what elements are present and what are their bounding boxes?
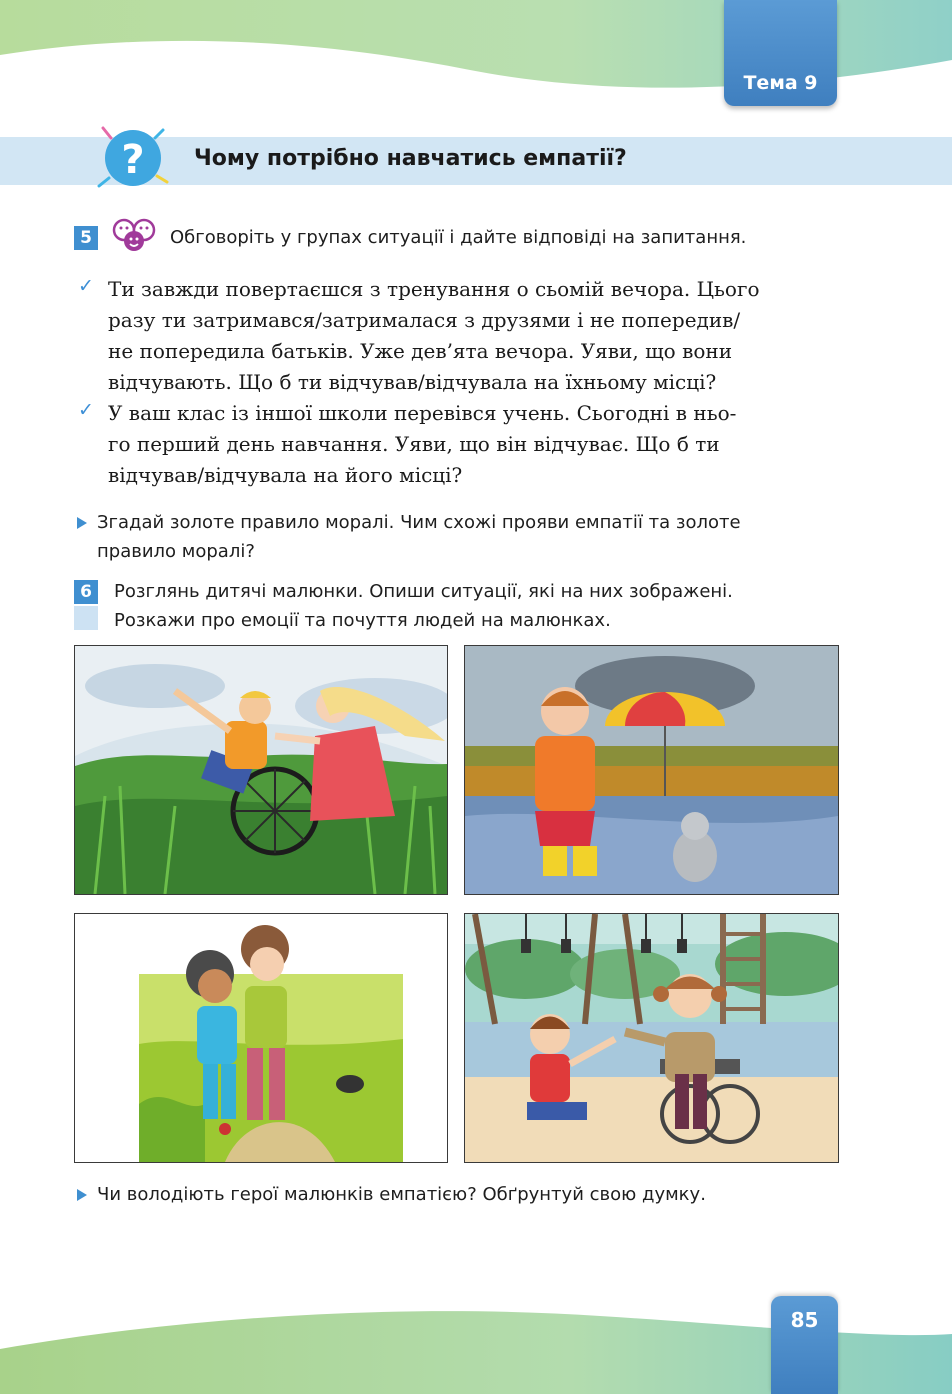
page-number: 85 (790, 1308, 819, 1332)
task-6-instruction (114, 577, 842, 635)
situation-2 (108, 398, 843, 491)
svg-text:?: ? (121, 137, 145, 183)
question-icon (95, 118, 171, 194)
situation-1-line: разу ти затримався/затрималася з друзями і не попередив/ (108, 308, 741, 332)
empathy-question: Чи володіють герої малюнків емпатією? Обґрунтуй свою думку. (97, 1184, 706, 1205)
section-title: Чому потрібно навчатись емпатії? (194, 146, 627, 171)
check-icon: ✓ (78, 399, 94, 421)
drawing-girl-wheelchair-helping (464, 913, 839, 1163)
drawing-girl-cat-umbrella (464, 645, 839, 895)
task-6-line: Розкажи про емоції та почуття людей на малюнках. (114, 610, 611, 631)
check-icon: ✓ (78, 275, 94, 297)
situation-1-line: не попередила батьків. Уже дев’ята вечора. Уяви, що вони (108, 339, 733, 363)
drawing-wheelchair-run (74, 645, 448, 895)
tema-label: Тема 9 (743, 72, 818, 94)
situation-1 (108, 274, 843, 398)
question-line: правило моралі? (97, 541, 255, 562)
situation-1-line: Ти завжди повертаєшся з тренування о сьомій вечора. Цього (108, 277, 760, 301)
drawing-boy-helping-friend (74, 913, 448, 1163)
task-6-line: Розглянь дитячі малюнки. Опиши ситуації, які на них зображені. (114, 581, 733, 602)
task-6-badge-shadow (74, 606, 98, 630)
question-line: Згадай золоте правило моралі. Чим схожі прояви емпатії та золоте (97, 512, 741, 533)
golden-rule-question (97, 508, 842, 566)
situation-2-line: У ваш клас із іншої школи перевівся учень. Сьогодні в ньо- (108, 401, 737, 425)
group-faces-icon (110, 217, 158, 253)
triangle-bullet-icon (77, 517, 87, 529)
page-number-tab (771, 1296, 838, 1394)
task-5-number: 5 (74, 226, 98, 250)
situation-2-line: відчував/відчувала на його місці? (108, 463, 463, 487)
tema-tab (724, 0, 837, 106)
task-5-instruction: Обговоріть у групах ситуації і дайте відповіді на запитання. (170, 227, 747, 248)
task-6-number: 6 (74, 580, 98, 604)
situation-1-line: відчувають. Що б ти відчував/відчувала на їхньому місці? (108, 370, 717, 394)
situation-2-line: го перший день навчання. Уяви, що він відчуває. Що б ти (108, 432, 720, 456)
triangle-bullet-icon (77, 1189, 87, 1201)
